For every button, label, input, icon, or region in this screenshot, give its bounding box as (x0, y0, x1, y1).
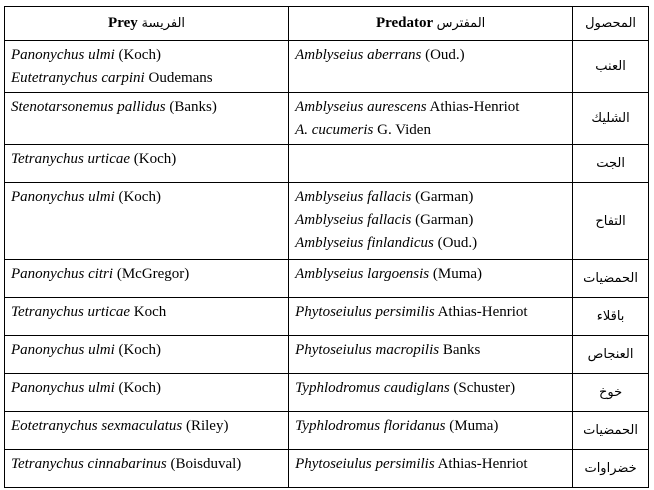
crop-cell (573, 450, 649, 488)
authority: Athias-Henriot (434, 456, 528, 472)
table-row (5, 412, 649, 450)
table-row (5, 183, 649, 260)
predator-species (295, 453, 566, 476)
header-prey-ar: الفريسة (141, 16, 186, 31)
prey-cell (5, 374, 289, 412)
crop-name: خضراوات (584, 461, 637, 476)
authority: (Garman) (411, 212, 474, 228)
authority: (Schuster) (449, 380, 516, 396)
scientific-name: Panonychus ulmi (11, 380, 115, 396)
scientific-name: Tetranychus urticae (11, 151, 131, 167)
crop-cell (573, 260, 649, 298)
scientific-name: Amblyseius aurescens (295, 99, 427, 115)
crop-name: باقلاء (596, 309, 625, 324)
predator-species (295, 301, 566, 324)
prey-cell (5, 336, 289, 374)
prey-species (11, 186, 282, 209)
scientific-name: Typhlodromus floridanus (295, 418, 446, 434)
prey-species (11, 377, 282, 400)
authority: (McGregor) (113, 266, 190, 282)
predator-prey-table (4, 6, 649, 488)
predator-species (295, 377, 566, 400)
authority: (Oud.) (421, 47, 465, 63)
scientific-name: Phytoseiulus macropilis (295, 342, 440, 358)
authority: Athias-Henriot (426, 99, 520, 115)
authority: Athias-Henriot (434, 304, 528, 320)
authority: G. Viden (373, 122, 431, 138)
crop-cell (573, 336, 649, 374)
predator-cell (289, 450, 573, 488)
scientific-name: Panonychus ulmi (11, 342, 115, 358)
crop-name: خوخ (599, 385, 623, 400)
scientific-name: Phytoseiulus persimilis (295, 456, 435, 472)
table-row (5, 450, 649, 488)
prey-species (11, 148, 282, 171)
scientific-name: A. cucumeris (295, 122, 374, 138)
authority: (Koch) (114, 380, 161, 396)
table-row (5, 41, 649, 93)
header-row (5, 7, 649, 41)
authority: (Koch) (130, 151, 177, 167)
authority: (Boisduval) (166, 456, 242, 472)
scientific-name: Eutetranychus carpini (11, 70, 145, 86)
prey-species (11, 339, 282, 362)
prey-species (11, 263, 282, 286)
prey-species (11, 415, 282, 438)
predator-species (295, 232, 566, 255)
prey-cell (5, 41, 289, 93)
crop-name: التفاح (595, 213, 626, 229)
prey-species (11, 44, 282, 67)
predator-cell (289, 145, 573, 183)
predator-species (295, 209, 566, 232)
authority: (Riley) (182, 418, 229, 434)
predator-species (295, 263, 566, 286)
header-crop (573, 7, 649, 41)
predator-species (295, 415, 566, 438)
authority: (Oud.) (433, 235, 478, 251)
crop-name: الحمضيات (583, 271, 639, 286)
crop-cell (573, 374, 649, 412)
crop-name: الشليك (591, 111, 630, 126)
header-predator-ar: المفترس (436, 16, 486, 31)
scientific-name: Tetranychus urticae (11, 304, 131, 320)
crop-name: الجت (596, 156, 625, 171)
crop-cell (573, 93, 649, 145)
crop-cell (573, 412, 649, 450)
scientific-name: Amblyseius largoensis (295, 266, 430, 282)
table-row (5, 374, 649, 412)
predator-cell (289, 41, 573, 93)
scientific-name: Typhlodromus caudiglans (295, 380, 450, 396)
predator-cell (289, 336, 573, 374)
crop-cell (573, 298, 649, 336)
table-row (5, 93, 649, 145)
predator-cell (289, 183, 573, 260)
crop-cell (573, 41, 649, 93)
header-predator (289, 7, 573, 41)
crop-cell (573, 145, 649, 183)
prey-cell (5, 93, 289, 145)
prey-species (11, 67, 282, 90)
header-prey-en: Prey (108, 15, 138, 31)
prey-cell (5, 183, 289, 260)
predator-species (295, 339, 566, 362)
header-predator-en: Predator (375, 15, 433, 31)
crop-cell (573, 183, 649, 260)
authority: (Garman) (411, 189, 474, 205)
crop-name: العنجاص (587, 347, 634, 362)
table-row (5, 145, 649, 183)
crop-name: الحمضيات (583, 423, 639, 438)
prey-species (11, 453, 282, 476)
authority: (Koch) (114, 342, 161, 358)
prey-species (11, 96, 282, 119)
authority: (Banks) (165, 99, 217, 115)
authority: Banks (439, 342, 481, 358)
authority: (Koch) (114, 189, 161, 205)
prey-cell (5, 450, 289, 488)
scientific-name: Tetranychus cinnabarinus (11, 456, 167, 472)
predator-species (295, 44, 566, 67)
scientific-name: Stenotarsonemus pallidus (11, 99, 166, 115)
authority: (Muma) (429, 266, 483, 282)
predator-species (295, 96, 566, 119)
scientific-name: Amblyseius fallacis (295, 189, 412, 205)
predator-cell (289, 260, 573, 298)
scientific-name: Phytoseiulus persimilis (295, 304, 435, 320)
crop-name: العنب (595, 59, 626, 74)
predator-cell (289, 412, 573, 450)
scientific-name: Amblyseius fallacis (295, 212, 412, 228)
table-row (5, 336, 649, 374)
predator-species (295, 186, 566, 209)
table-body (5, 41, 649, 488)
scientific-name: Eotetranychus sexmaculatus (11, 418, 183, 434)
prey-cell (5, 145, 289, 183)
table-row (5, 260, 649, 298)
predator-cell (289, 298, 573, 336)
scientific-name: Panonychus citri (11, 266, 114, 282)
authority: Koch (130, 304, 167, 320)
prey-cell (5, 260, 289, 298)
prey-species (11, 301, 282, 324)
header-crop-ar: المحصول (585, 16, 637, 31)
predator-species (295, 119, 566, 142)
authority: (Muma) (445, 418, 499, 434)
scientific-name: Amblyseius finlandicus (295, 235, 434, 251)
predator-cell (289, 374, 573, 412)
prey-cell (5, 412, 289, 450)
scientific-name: Panonychus ulmi (11, 47, 115, 63)
header-prey (5, 7, 289, 41)
scientific-name: Amblyseius aberrans (295, 47, 422, 63)
prey-cell (5, 298, 289, 336)
authority: Oudemans (144, 70, 213, 86)
authority: (Koch) (114, 47, 161, 63)
predator-cell (289, 93, 573, 145)
table-row (5, 298, 649, 336)
scientific-name: Panonychus ulmi (11, 189, 115, 205)
